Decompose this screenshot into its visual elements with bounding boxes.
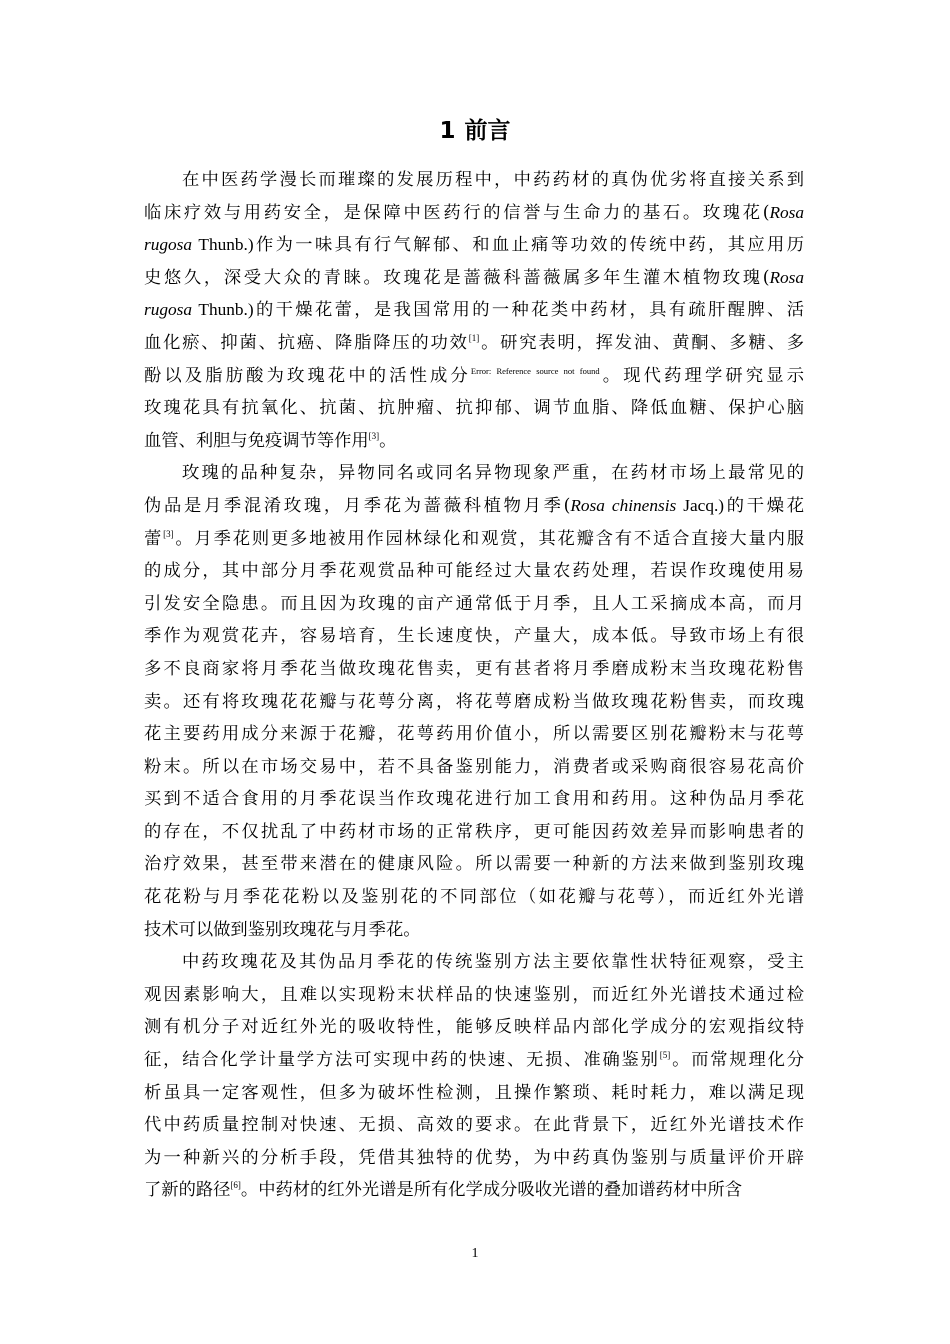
text-segment: 玫瑰花具有抗氧化、抗菌、抗肿瘤、抗抑郁、调节血脂、降低血糖、保护心脑	[144, 398, 804, 419]
page-number: 1	[471, 1246, 479, 1261]
text-segment: 析虽具一定客观性，但多为破坏性检测，且操作繁琐、耗时耗力，难以满足现	[144, 1082, 804, 1103]
text-segment: 酚以及脂肪酸为玫瑰花中的活性成分	[144, 365, 471, 386]
text-segment: 的干燥花	[724, 495, 804, 516]
text-segment: 观因素影响大，且难以实现粉末状样品的快速鉴别，而近红外光谱技术通过检	[144, 984, 804, 1005]
text-segment: 为一种新兴的分析手段，凭借其独特的优势，为中药真伪鉴别与质量评价开辟	[144, 1147, 804, 1168]
section-number: 1	[439, 118, 456, 144]
text-segment: 技术可以做到鉴别玫瑰花与月季花。	[144, 919, 421, 940]
text-line	[144, 848, 804, 881]
section-title: 前言	[464, 118, 511, 144]
species-name: rugosa	[144, 300, 193, 320]
text-segment: 粉末。所以在市场交易中，若不具备鉴别能力，消费者或采购商很容易花高价	[144, 756, 804, 777]
text-segment: 多不良商家将月季花当做玫瑰花售卖，更有甚者将月季磨成粉末当玫瑰花粉售	[144, 658, 804, 679]
text-segment: 玫瑰的品种复杂，异物同名或同名异物现象严重，在药材市场上最常见的	[182, 463, 804, 484]
text-line	[144, 425, 804, 458]
text-segment: Thunb.)	[192, 235, 254, 255]
text-line	[144, 588, 804, 621]
text-segment: 的存在，不仅扰乱了中药材市场的正常秩序，更可能因药效差异而影响患者的	[144, 821, 804, 842]
text-line	[144, 1142, 804, 1175]
text-segment: 。研究表明，挥发油、黄酮、多糖、多	[479, 332, 804, 353]
species-name: Rosa chinensis	[570, 495, 677, 515]
text-segment: 的成分，其中部分月季花观赏品种可能经过大量农药处理，若误作玫瑰使用易	[144, 561, 804, 582]
text-line	[144, 1011, 804, 1044]
text-segment: 。而常规理化分	[670, 1050, 804, 1071]
text-line	[144, 914, 804, 947]
text-line	[144, 1174, 804, 1207]
text-segment: 代中药质量控制对快速、无损、高效的要求。在此背景下，近红外光谱技术作	[144, 1115, 804, 1136]
text-segment: 。月季花则更多地被用作园林绿化和观赏，其花瓣含有不适合直接大量内服	[173, 528, 804, 549]
text-segment: 征，结合化学计量学方法可实现中药的快速、无损、准确鉴别	[144, 1050, 660, 1071]
text-line	[144, 164, 804, 197]
text-segment: Thunb.)	[192, 300, 254, 320]
reference-error-marker: Error: Reference source not found	[470, 365, 600, 376]
citation-marker: [6]	[230, 1180, 241, 1191]
text-segment: 治疗效果，甚至带来潜在的健康风险。所以需要一种新的方法来做到鉴别玫瑰	[144, 854, 804, 875]
text-segment: 。	[379, 430, 397, 451]
text-line	[144, 686, 804, 719]
text-segment: 的干燥花蕾，是我国常用的一种花类中药材，具有疏肝醒脾、活	[253, 300, 804, 321]
text-line	[144, 1044, 804, 1077]
text-segment: 测有机分子对近红外光的吸收特性，能够反映样品内部化学成分的宏观指纹特	[144, 1017, 804, 1038]
text-line	[144, 360, 804, 393]
text-line	[144, 816, 804, 849]
text-line	[144, 1109, 804, 1142]
paragraph	[144, 457, 804, 946]
species-name: rugosa	[144, 235, 193, 255]
text-line	[144, 457, 804, 490]
section-heading	[0, 114, 950, 148]
text-segment: 中药玫瑰花及其伪品月季花的传统鉴别方法主要依靠性状特征观察，受主	[182, 952, 804, 973]
text-segment: 。现代药理学研究显示	[599, 365, 804, 386]
citation-marker: [5]	[659, 1050, 671, 1061]
text-segment: 引发安全隐患。而且因为玫瑰的亩产通常低于月季，且人工采摘成本高，而月	[144, 593, 804, 614]
text-segment: Jacq.)	[676, 495, 725, 515]
text-segment: 蕾	[144, 528, 164, 549]
citation-marker: [3]	[163, 528, 174, 539]
text-line	[144, 653, 804, 686]
text-segment: 了新的路径	[144, 1180, 231, 1201]
text-line	[144, 555, 804, 588]
text-segment: 血管、利胆与免疫调节等作用	[144, 430, 369, 451]
text-line	[144, 229, 804, 262]
text-segment: 在中医药学漫长而璀璨的发展历程中，中药药材的真伪优劣将直接关系到	[182, 170, 804, 190]
text-line	[144, 620, 804, 653]
text-segment: 作为一味具有行气解郁、和血止痛等功效的传统中药，其应用历	[253, 235, 804, 256]
text-line	[144, 751, 804, 784]
text-segment: 史悠久，深受大众的青睐。玫瑰花是蔷薇科蔷薇属多年生灌木植物玫瑰(	[144, 267, 770, 288]
text-line	[144, 881, 804, 914]
text-line	[144, 490, 804, 523]
text-segment: 花花粉与月季花花粉以及鉴别花的不同部位（如花瓣与花萼），而近红外光谱	[144, 887, 804, 908]
text-line	[144, 523, 804, 556]
text-line	[144, 1077, 804, 1110]
paragraph	[144, 946, 804, 1207]
text-line	[144, 294, 804, 327]
text-line	[144, 392, 804, 425]
citation-marker: [1]	[468, 332, 480, 343]
text-line	[144, 197, 804, 230]
species-name: Rosa	[769, 267, 804, 287]
text-line	[144, 979, 804, 1012]
text-segment: 季作为观赏花卉，容易培育，生长速度快，产量大，成本低。导致市场上有很	[144, 626, 804, 647]
body-text	[144, 164, 804, 1207]
text-segment: 。中药材的红外光谱是所有化学成分吸收光谱的叠加谱药材中所含	[240, 1180, 743, 1201]
text-segment: 买到不适合食用的月季花误当作玫瑰花进行加工食用和药用。这种伪品月季花	[144, 789, 804, 810]
text-line	[144, 262, 804, 295]
paragraph	[144, 164, 804, 457]
text-segment: 临床疗效与用药安全，是保障中医药行的信誉与生命力的基石。玫瑰花(	[144, 202, 770, 223]
text-line	[144, 783, 804, 816]
citation-marker: [3]	[368, 430, 380, 441]
text-line	[144, 327, 804, 360]
text-segment: 血化瘀、抑菌、抗癌、降脂降压的功效	[144, 332, 469, 353]
text-segment: 花主要药用成分来源于花瓣，花萼药用价值小，所以需要区别花瓣粉末与花萼	[144, 724, 804, 745]
text-segment: 伪品是月季混淆玫瑰，月季花为蔷薇科植物月季(	[144, 495, 571, 516]
text-line	[144, 718, 804, 751]
text-segment: 卖。还有将玫瑰花花瓣与花萼分离，将花萼磨成粉当做玫瑰花粉售卖，而玫瑰	[144, 691, 804, 712]
species-name: Rosa	[769, 202, 804, 222]
text-line	[144, 946, 804, 979]
